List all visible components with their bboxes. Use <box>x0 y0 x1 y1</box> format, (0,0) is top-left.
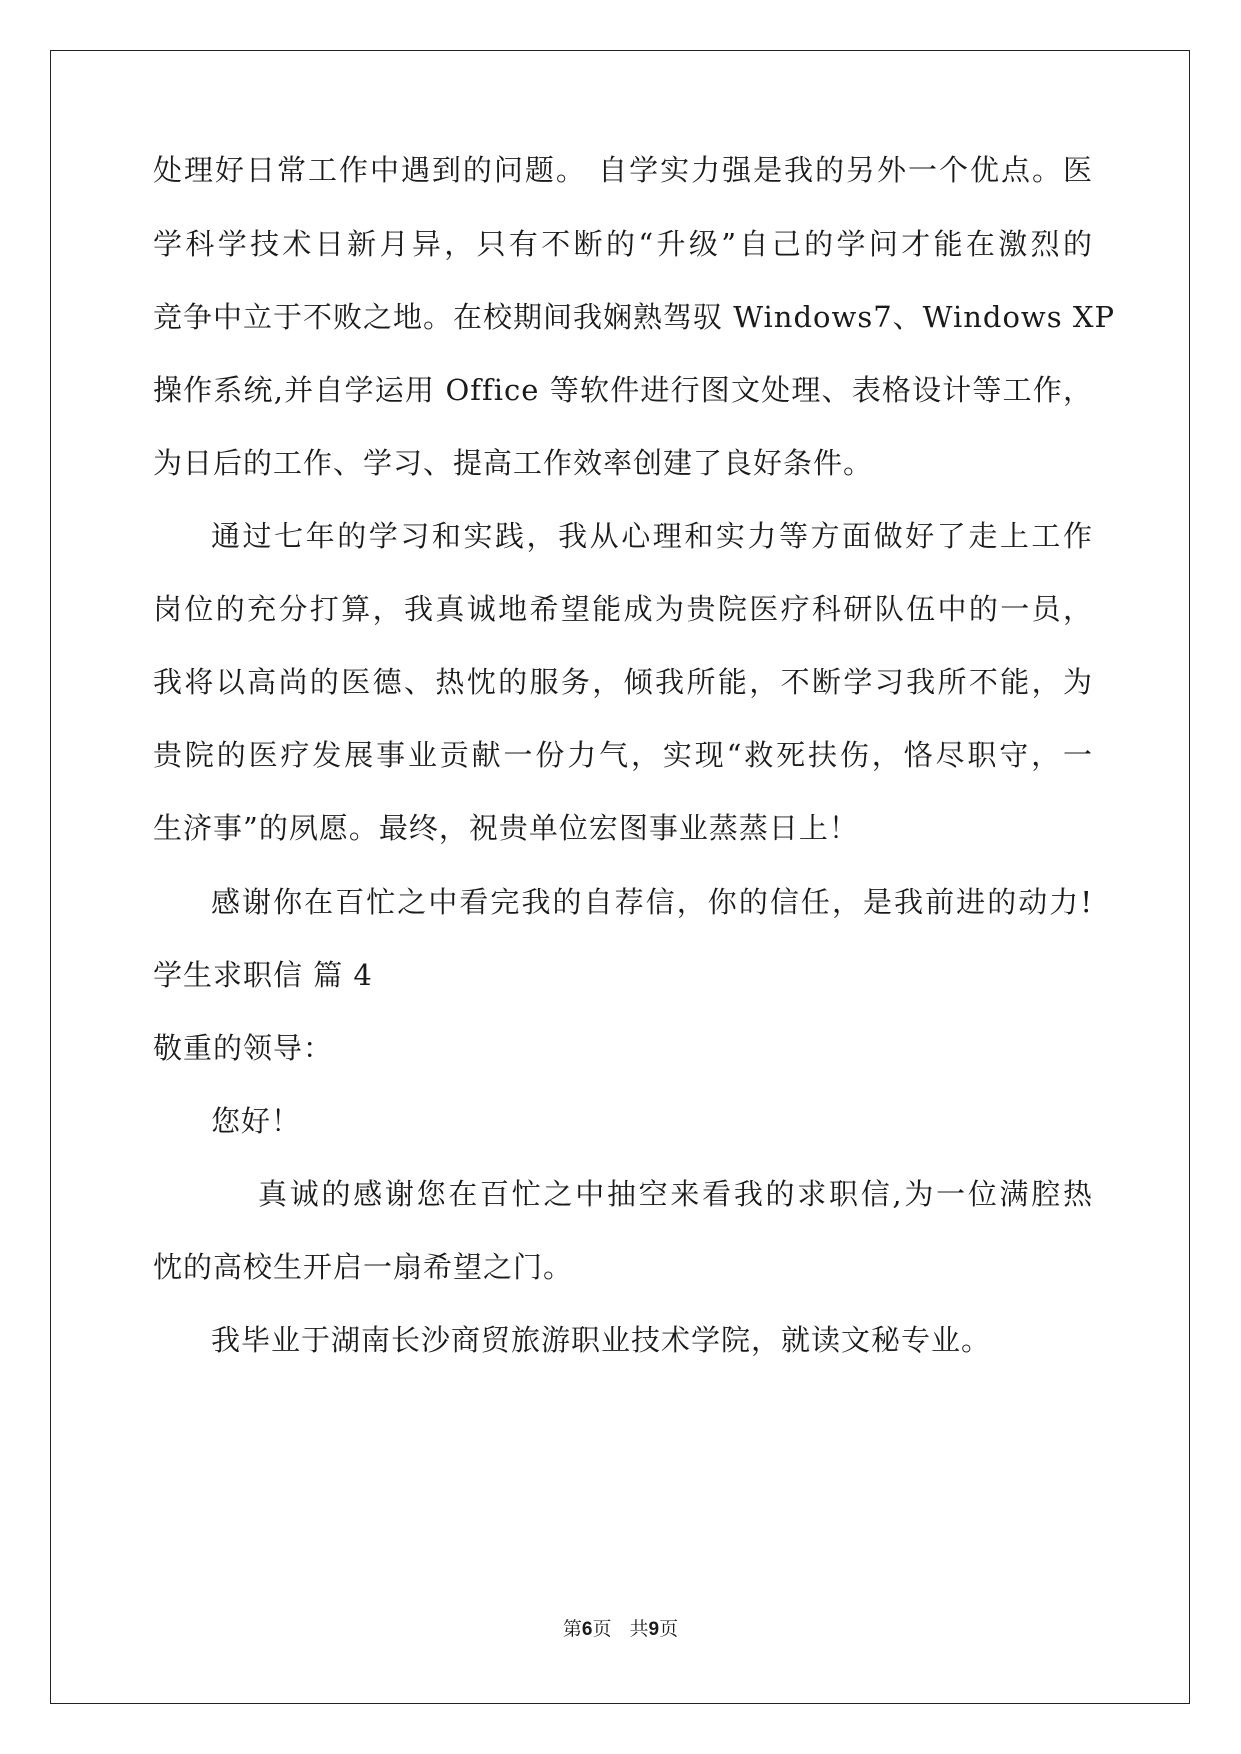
footer-page-number: 6 <box>581 1619 593 1640</box>
paragraph-first-line: 真诚的感谢您在百忙之中抽空来看我的求职信,为一位满腔热 <box>258 1177 1093 1211</box>
section-heading: 学生求职信 篇 4 <box>153 958 373 992</box>
text-line: 岗位的充分打算，我真诚地希望能成为贵院医疗科研队伍中的一员， <box>153 592 1093 626</box>
text-line: 贵院的医疗发展事业贡献一份力气，实现“救死扶伤，恪尽职守，一 <box>153 738 1093 772</box>
paragraph-first-line: 我毕业于湖南长沙商贸旅游职业技术学院，就读文秘专业。 <box>211 1323 992 1357</box>
footer-total-prefix: 共 <box>629 1618 649 1640</box>
paragraph-first-line: 感谢你在百忙之中看完我的自荐信，你的信任，是我前进的动力! <box>211 885 1093 919</box>
text-line: 操作系统,并自学运用 Office 等软件进行图文处理、表格设计等工作， <box>153 373 1093 407</box>
footer-page-unit: 页 <box>592 1618 612 1640</box>
paragraph-first-line: 通过七年的学习和实践，我从心理和实力等方面做好了走上工作 <box>211 519 1093 553</box>
text-line: 竞争中立于不败之地。在校期间我娴熟驾驭 Windows7、Windows XP <box>153 300 1116 334</box>
text-line: 为日后的工作、学习、提高工作效率创建了良好条件。 <box>153 446 874 480</box>
footer-total-pages: 9 <box>648 1619 660 1640</box>
text-line: 学科学技术日新月异，只有不断的“升级”自己的学问才能在激烈的 <box>153 227 1093 261</box>
text-line: 忱的高校生开启一扇希望之门。 <box>153 1250 574 1284</box>
text-line: 生济事”的夙愿。最终，祝贵单位宏图事业蒸蒸日上！ <box>153 811 859 845</box>
text-line: 处理好日常工作中遇到的问题。 自学实力强是我的另外一个优点。医 <box>153 153 1093 187</box>
page-footer <box>0 1617 1241 1642</box>
footer-total-unit: 页 <box>659 1618 679 1640</box>
text-line: 我将以高尚的医德、热忱的服务，倾我所能，不断学习我所不能，为 <box>153 665 1093 699</box>
footer-page-prefix: 第 <box>562 1618 582 1640</box>
salutation: 敬重的领导： <box>153 1031 334 1065</box>
greeting: 您好！ <box>211 1104 302 1138</box>
